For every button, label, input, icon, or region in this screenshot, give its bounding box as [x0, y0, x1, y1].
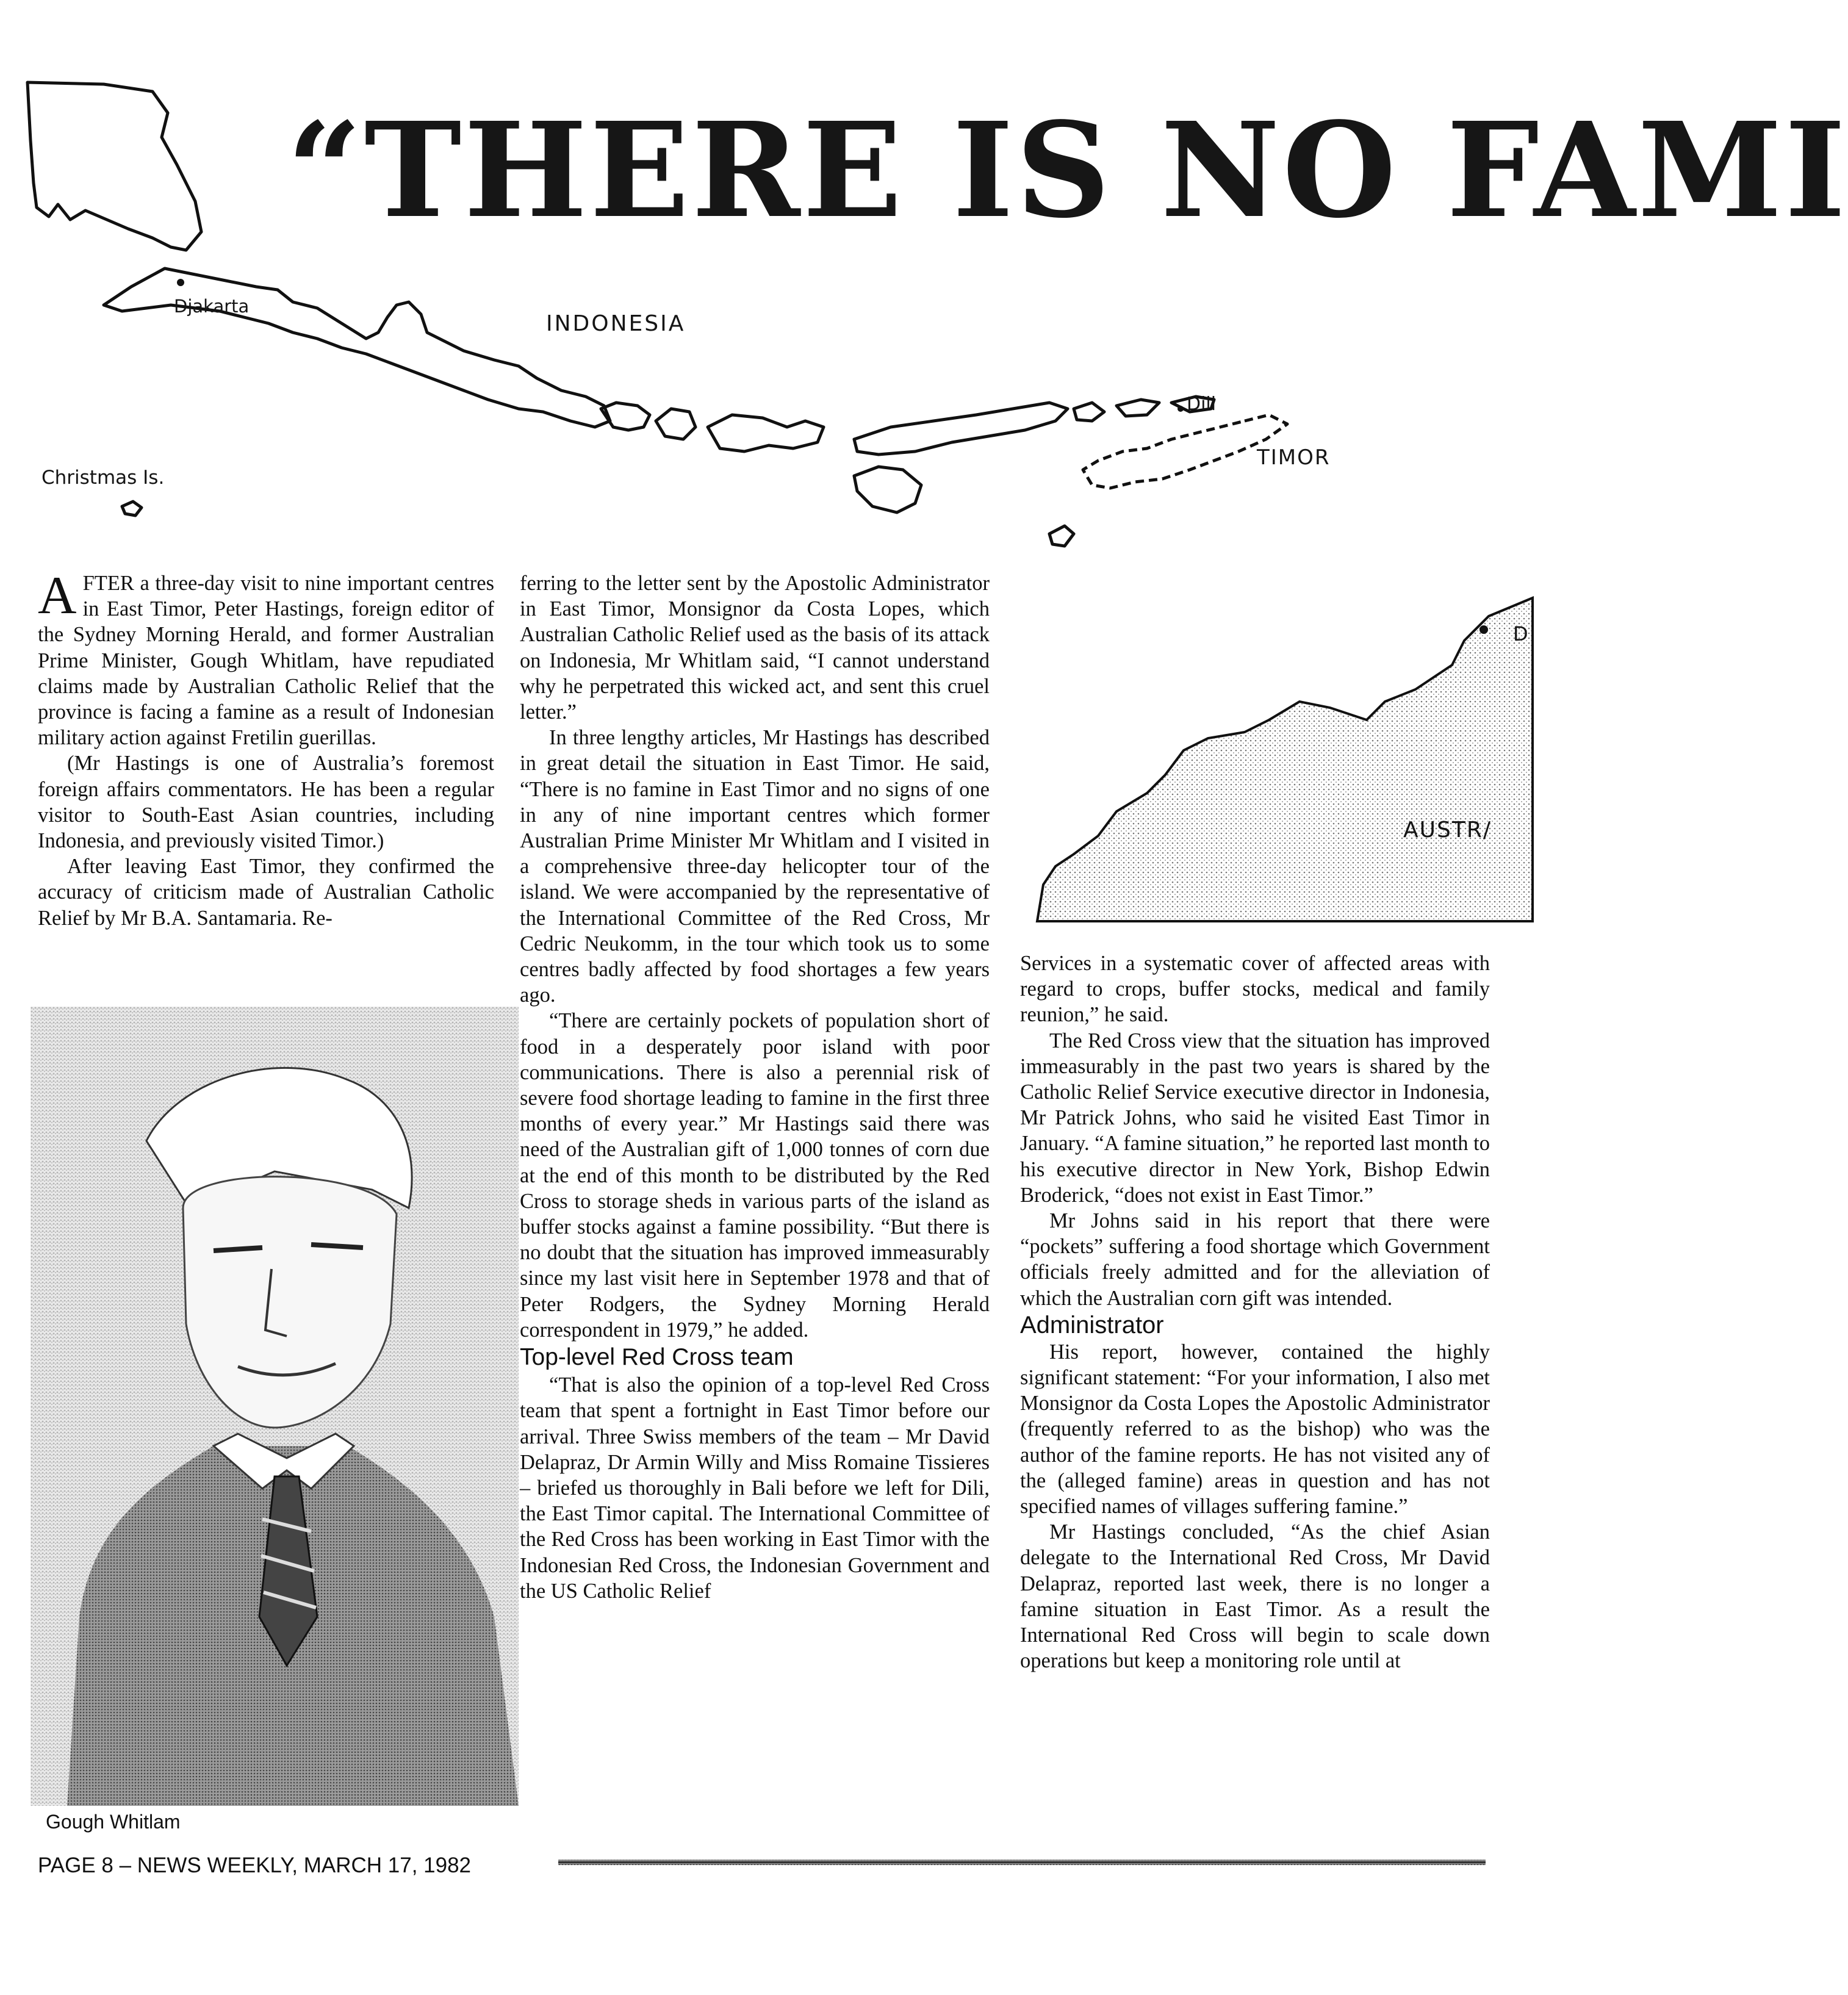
lombok-outline	[656, 409, 696, 439]
christmas-island-outline	[122, 501, 142, 516]
col2-paragraph-3: “There are certainly pockets of population short of food in a desperately poor island with poor communications. There is also a perennial risk of severe food shortage leading to famine in the first three months of every year.” Mr Hastings said there was need of the Australian gift of 1,000 tonnes of corn due at the end of this month to be distributed by the Red Cross to storage sheds in various parts of the island as buffer stocks against a famine possibility. “But there is no doubt that the situation has improved immeasurably since my last visit here in September 1978 and that of Peter Rodgers, the Sydney Morning Herald correspondent in 1979,” he added.	[520, 1009, 990, 1342]
page-footer: PAGE 8 – NEWS WEEKLY, MARCH 17, 1982	[38, 1853, 471, 1877]
label-australia-partial: AUSTR/	[1403, 818, 1492, 843]
col2-paragraph-4: “That is also the opinion of a top-level Red Cross team that spent a fortnight in East Timor before our arrival. Three Swiss members of the team – Mr David Delapraz, Dr Armin Willy and Miss Romaine Tissieres – briefed us thoroughly in Bali before we left for Dili, the East Timor capital. The International Committee of the Red Cross has been working in East Timor with the Indonesian Red Cross, the Indonesian Government and the US Catholic Relief	[520, 1373, 990, 1603]
footer-rule	[558, 1855, 1498, 1873]
sumbawa-outline	[708, 415, 824, 451]
subhead-red-cross-team: Top-level Red Cross team	[520, 1344, 794, 1371]
col3-paragraph-2: The Red Cross view that the situation has improved immeasurably in the past two years is shared by the Catholic Relief Service executive director in Indonesia, Mr Patrick Johns, who said he visited East Timor in January. “A famine situation,” he reported last month to his executive director in New York, Bishop Edwin Broderick, “does not exist in East Timor.”	[1020, 1029, 1490, 1207]
australia-land	[1037, 598, 1533, 921]
column-3	[1020, 951, 1490, 1673]
label-christmas: Christmas Is.	[41, 467, 165, 489]
col1-paragraph-1: AFTER a three-day visit to nine important centres in East Timor, Peter Hastings, foreign editor of the Sydney Morning Herald, and former Australian Prime Minister, Gough Whitlam, have repudiated claims made by Australian Catholic Relief that the province is facing a famine as a result of Indonesian military action against Fretilin guerillas.	[38, 566, 494, 750]
sumba-outline	[854, 467, 921, 512]
roti-outline	[1049, 526, 1074, 546]
drop-cap: A	[38, 566, 77, 625]
australia-inset-map	[1025, 598, 1533, 940]
headline: “THERE IS NO FAMI	[287, 94, 1848, 247]
col1-paragraph-3: After leaving East Timor, they confirmed the accuracy of criticism made of Australian Catholic Relief by Mr B.A. Santamaria. Re-	[38, 855, 494, 930]
java-outline	[104, 268, 610, 427]
column-2	[520, 570, 990, 1604]
gough-whitlam-photo	[31, 1007, 519, 1806]
sumatra-outline	[27, 82, 201, 250]
dili-dot	[1177, 406, 1184, 412]
subhead-administrator: Administrator	[1020, 1311, 1164, 1339]
col3-paragraph-3: Mr Johns said in his report that there were “pockets” suffering a food shortage which Government officials freely admitted and for the alleviation of which the Australian corn gift was intended.	[1020, 1209, 1490, 1310]
label-dili: Dili	[1187, 394, 1217, 415]
label-indonesia: INDONESIA	[546, 311, 686, 336]
col3-paragraph-1: Services in a systematic cover of affected areas with regard to crops, buffer stocks, medical and family reunion,” he said.	[1020, 952, 1490, 1027]
photo-caption: Gough Whitlam	[46, 1811, 181, 1833]
col1-paragraph-2: (Mr Hastings is one of Australia’s foremost foreign affairs commentators. He has been a regular visitor to South-East Asian countries, including Indonesia, and previously visited Timor.)	[38, 752, 494, 853]
indonesia-map	[0, 67, 1848, 573]
flores-outline	[854, 403, 1068, 455]
inset-d-dot	[1479, 625, 1488, 634]
label-djakarta: Djakarta	[174, 296, 250, 317]
col3-paragraph-5: Mr Hastings concluded, “As the chief Asian delegate to the International Red Cross, Mr David Delapraz, reported last week, there is no longer a famine situation in East Timor. As a result the International Red Cross will begin to scale down operations but keep a monitoring role until at	[1020, 1520, 1490, 1673]
djakarta-dot	[177, 279, 184, 286]
column-1	[38, 566, 494, 931]
col3-paragraph-4: His report, however, contained the highly significant statement: “For your information, I also met Monsignor da Costa Lopes the Apostolic Administrator (frequently referred to as the bishop) who was the author of the famine reports. He has not visited any of the (alleged famine) areas in question and has not specified names of villages suffering famine.”	[1020, 1340, 1490, 1519]
col2-paragraph-2: In three lengthy articles, Mr Hastings has described in great detail the situation in East Timor. He said, “There is no famine in East Timor and no signs of one in any of nine important centres which former Australian Prime Minister Mr Whitlam and I visited in a comprehensive three-day helicopter tour of the island. We were accompanied by the representative of the International Committee of the Red Cross, Mr Cedric Neukomm, in the tour which took us to some centres badly affected by food shortages a few years ago.	[520, 726, 990, 1007]
col2-paragraph-1: ferring to the letter sent by the Apostolic Administrator in East Timor, Monsignor da Costa Lopes, which Australian Catholic Relief used as the basis of its attack on Indonesia, Mr Whitlam said, “I cannot understand why he perpetrated this wicked act, and sent this cruel letter.”	[520, 572, 990, 724]
label-d-partial: D	[1513, 622, 1528, 645]
label-timor: TIMOR	[1257, 445, 1331, 470]
